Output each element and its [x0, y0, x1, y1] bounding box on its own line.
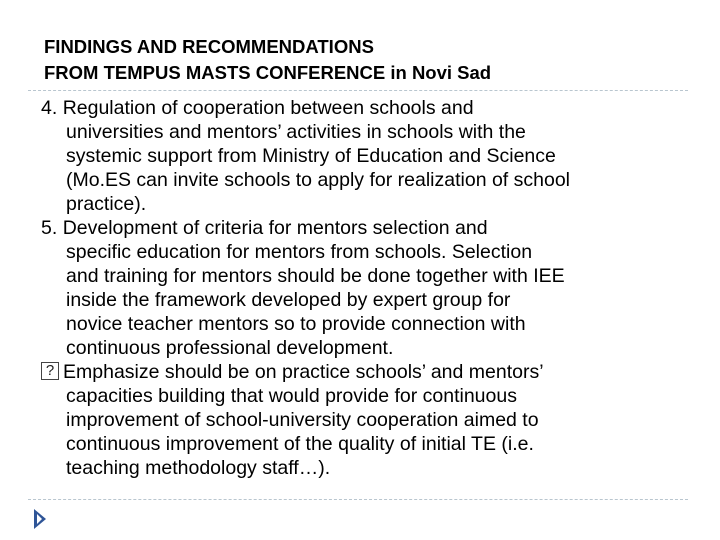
list-item-line: universities and mentors’ activities in schools with the	[66, 121, 526, 143]
list-item-line: systemic support from Ministry of Education and Science	[66, 145, 556, 167]
list-item-line: improvement of school-university cooperation aimed to	[66, 409, 539, 431]
slide-title-line-1: FINDINGS AND RECOMMENDATIONS	[44, 36, 374, 57]
list-item-line: Development of criteria for mentors selection and	[62, 217, 488, 239]
chevron-marker-icon	[33, 508, 47, 530]
slide-body	[41, 96, 691, 480]
list-item-line: and training for mentors should be done together with IEE	[66, 265, 565, 287]
list-marker: 4.	[41, 97, 63, 119]
list-marker: 5.	[41, 217, 63, 239]
slide-title	[44, 34, 694, 86]
list-item-line: teaching methodology staff…).	[66, 457, 331, 479]
missing-glyph-bullet-icon	[41, 362, 59, 380]
list-item-line: continuous professional development.	[66, 337, 394, 359]
list-item-line: practice).	[66, 193, 147, 215]
list-item-line: continuous improvement of the quality of initial TE (i.e.	[66, 433, 534, 455]
top-divider	[28, 90, 688, 91]
list-item-line: (Mo.ES can invite schools to apply for realization of school	[66, 169, 571, 191]
list-item-line: specific education for mentors from schools. Selection	[66, 241, 533, 263]
slide-title-line-2: FROM TEMPUS MASTS CONFERENCE in Novi Sad	[44, 62, 492, 83]
list-item-line: inside the framework developed by expert group for	[66, 289, 511, 311]
list-item-line: novice teacher mentors so to provide connection with	[66, 313, 526, 335]
list-item-4	[41, 96, 691, 216]
list-item-line: capacities building that would provide for continuous	[66, 385, 517, 407]
list-item-bullet	[41, 360, 691, 480]
bottom-divider	[28, 499, 688, 500]
list-item-5	[41, 216, 691, 360]
list-item-line: Regulation of cooperation between schools and	[62, 97, 474, 119]
list-item-line: Emphasize should be on practice schools’ and mentors’	[63, 361, 544, 383]
